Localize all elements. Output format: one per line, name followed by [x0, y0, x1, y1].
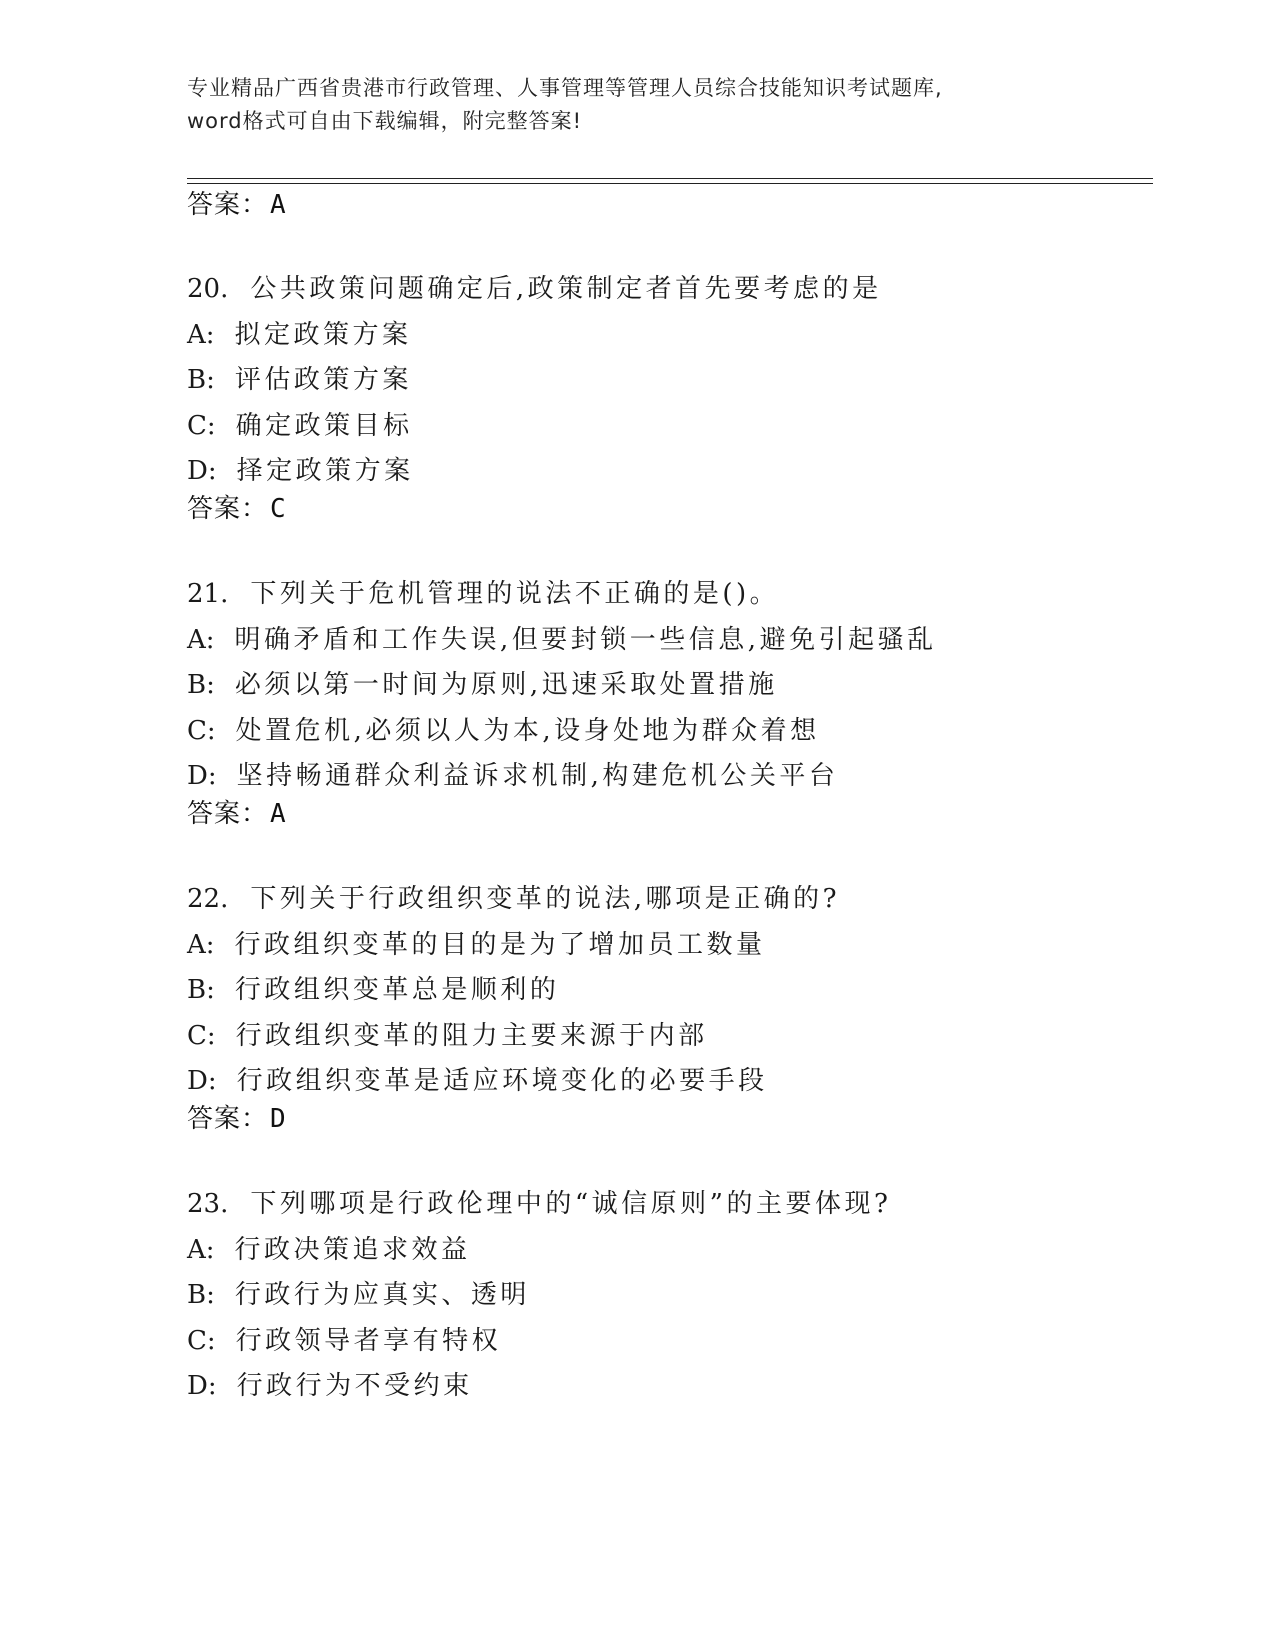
- answer-label: 答案：: [187, 799, 269, 829]
- option-text: 择定政策方案: [236, 456, 414, 486]
- answer-label: 答案：: [187, 494, 269, 524]
- option-letter: C:: [187, 715, 216, 746]
- option-letter: C:: [187, 410, 216, 441]
- option-letter: B:: [187, 670, 215, 700]
- option-letter: C:: [187, 1020, 216, 1051]
- option-letter: A:: [187, 1234, 215, 1265]
- option-text: 行政组织变革是适应环境变化的必要手段: [236, 1066, 768, 1096]
- previous-answer: [187, 188, 286, 222]
- option-letter: D:: [187, 1066, 217, 1096]
- option-text: 行政行为应真实、透明: [234, 1280, 530, 1310]
- option-b: [187, 668, 1187, 714]
- option-text: 确定政策目标: [235, 410, 413, 441]
- option-letter: B:: [187, 975, 215, 1005]
- option-text: 行政决策追求效益: [234, 1234, 471, 1265]
- answer-letter: C: [270, 494, 286, 524]
- option-letter: A:: [187, 929, 215, 960]
- option-a: [187, 1233, 1187, 1279]
- document-header: [187, 72, 1087, 138]
- question-number: 21.: [187, 579, 229, 609]
- option-text: 处置危机,必须以人为本,设身处地为群众着想: [235, 715, 820, 746]
- option-b: [187, 363, 1187, 409]
- option-a: [187, 318, 1187, 364]
- option-c: [187, 409, 1187, 455]
- option-text: 行政组织变革总是顺利的: [234, 975, 560, 1005]
- option-text: 评估政策方案: [234, 365, 412, 395]
- question-21: [187, 577, 1187, 805]
- option-c: [187, 1019, 1187, 1065]
- answer-letter: D: [270, 1104, 286, 1134]
- option-letter: A:: [187, 319, 215, 350]
- header-divider-bottom: [187, 183, 1153, 184]
- option-letter: D:: [187, 761, 217, 791]
- question-text: 下列哪项是行政伦理中的“诚信原则”的主要体现?: [250, 1189, 892, 1219]
- question-stem: [187, 577, 1187, 623]
- option-c: [187, 714, 1187, 760]
- option-letter: D:: [187, 1371, 217, 1401]
- question-number: 23.: [187, 1189, 229, 1219]
- option-letter: B:: [187, 365, 215, 395]
- option-b: [187, 973, 1187, 1019]
- option-text: 行政行为不受约束: [236, 1371, 473, 1401]
- answer-label: 答案：: [187, 1104, 269, 1134]
- question-stem: [187, 272, 1187, 318]
- option-letter: A:: [187, 624, 215, 655]
- option-text: 坚持畅通群众利益诉求机制,构建危机公关平台: [236, 761, 839, 791]
- option-text: 拟定政策方案: [234, 319, 412, 350]
- answer-letter: A: [270, 799, 286, 829]
- option-text: 明确矛盾和工作失误,但要封锁一些信息,避免引起骚乱: [234, 624, 937, 655]
- question-22: [187, 882, 1187, 1110]
- option-text: 行政领导者享有特权: [235, 1325, 502, 1356]
- option-a: [187, 623, 1187, 669]
- answer-letter: A: [270, 190, 286, 220]
- question-stem: [187, 882, 1187, 928]
- option-letter: C:: [187, 1325, 216, 1356]
- answer-20: [187, 492, 286, 526]
- question-text: 下列关于危机管理的说法不正确的是()。: [250, 579, 780, 609]
- question-text: 公共政策问题确定后,政策制定者首先要考虑的是: [250, 274, 882, 304]
- option-d: [187, 759, 1187, 805]
- answer-label: 答案：: [187, 190, 269, 220]
- question-number: 20.: [187, 274, 229, 304]
- header-divider-top: [187, 178, 1153, 179]
- question-number: 22.: [187, 884, 229, 914]
- option-letter: B:: [187, 1280, 215, 1310]
- option-a: [187, 928, 1187, 974]
- question-20: [187, 272, 1187, 500]
- header-line-1: 专业精品广西省贵港市行政管理、人事管理等管理人员综合技能知识考试题库,: [187, 76, 943, 100]
- answer-22: [187, 1102, 286, 1136]
- option-c: [187, 1324, 1187, 1370]
- option-d: [187, 1064, 1187, 1110]
- option-d: [187, 1369, 1187, 1415]
- question-stem: [187, 1187, 1187, 1233]
- option-letter: D:: [187, 456, 217, 486]
- option-text: 行政组织变革的目的是为了增加员工数量: [234, 929, 766, 960]
- question-text: 下列关于行政组织变革的说法,哪项是正确的?: [250, 884, 841, 914]
- option-text: 必须以第一时间为原则,迅速采取处置措施: [234, 670, 778, 700]
- question-23: [187, 1187, 1187, 1415]
- option-text: 行政组织变革的阻力主要来源于内部: [235, 1020, 708, 1051]
- header-line-2: word格式可自由下载编辑，附完整答案!: [187, 109, 583, 133]
- option-d: [187, 454, 1187, 500]
- answer-21: [187, 797, 286, 831]
- option-b: [187, 1278, 1187, 1324]
